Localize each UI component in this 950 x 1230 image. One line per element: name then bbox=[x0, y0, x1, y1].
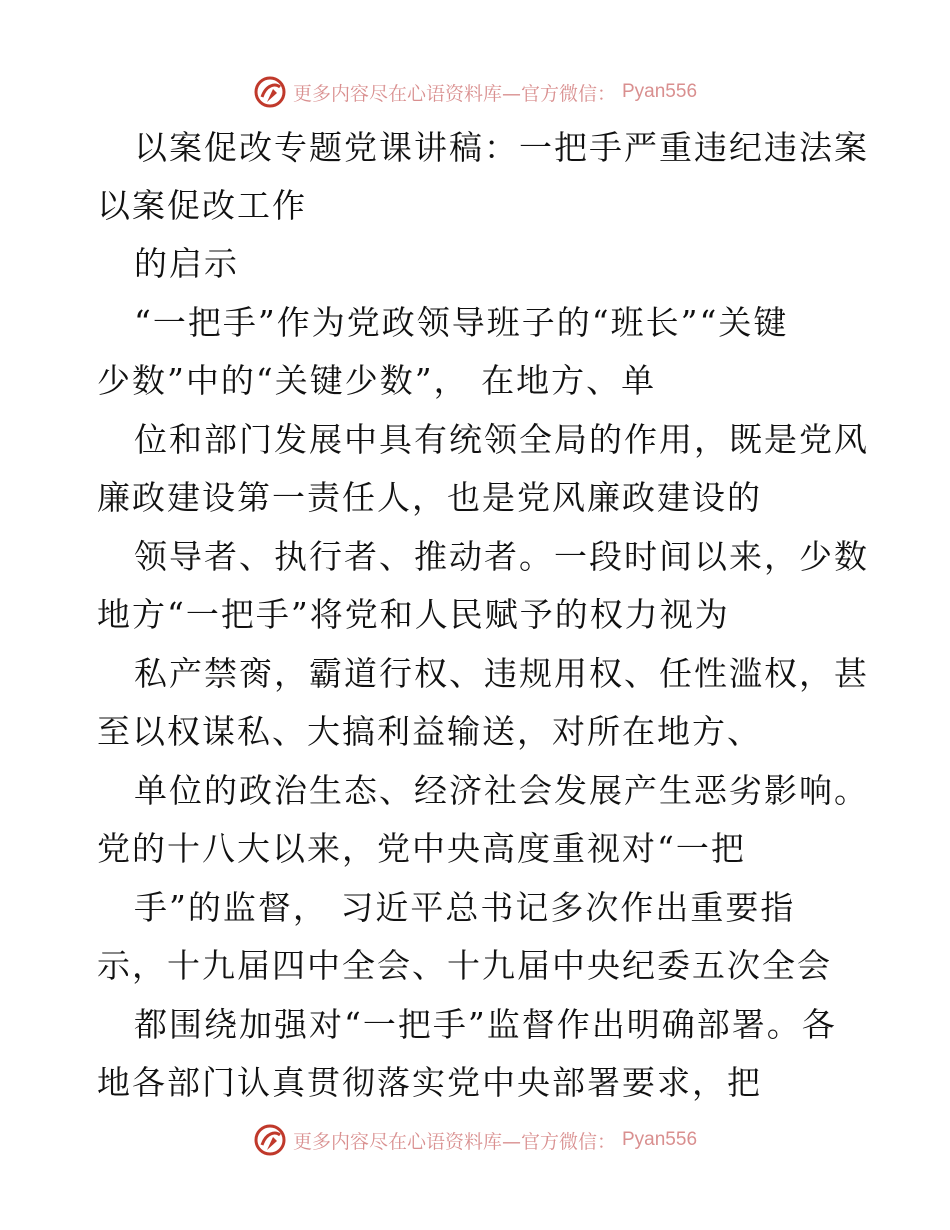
paragraph-line: 领导者、执行者、推动者。一段时间以来，少数 bbox=[134, 537, 869, 576]
paragraph-line: 党的十八大以来，党中央高度重视对“一把 bbox=[97, 829, 746, 868]
watermark-footer bbox=[0, 1120, 950, 1160]
paragraph-line: 廉政建设第一责任人，也是党风廉政建设的 bbox=[97, 478, 762, 517]
paragraph-line: 都围绕加强对“一把手”监督作出明确部署。各 bbox=[134, 1005, 837, 1044]
paragraph-line: 位和部门发展中具有统领全局的作用，既是党风 bbox=[134, 420, 869, 459]
paragraph-line: “一把手”作为党政领导班子的“班长”“关键 bbox=[134, 303, 789, 342]
paragraph-line: 地方“一把手”将党和人民赋予的权力视为 bbox=[97, 595, 730, 634]
paragraph-line: 单位的政治生态、经济社会发展产生恶劣影响。 bbox=[134, 771, 869, 810]
document-title-line-3: 的启示 bbox=[134, 244, 239, 283]
paragraph-line: 示，十九届四中全会、十九届中央纪委五次全会 bbox=[97, 946, 832, 985]
paragraph-line: 手”的监督， 习近平总书记多次作出重要指 bbox=[134, 888, 796, 927]
paragraph-line: 少数”中的“关键少数”， 在地方、单 bbox=[97, 361, 657, 400]
logo-icon bbox=[253, 1123, 287, 1157]
paragraph-line: 至以权谋私、大搞利益输送，对所在地方、 bbox=[97, 712, 762, 751]
watermark-handle: Pyan556 bbox=[622, 1129, 698, 1150]
document-title-line-2: 以案促改工作 bbox=[97, 186, 307, 225]
watermark-text: 更多内容尽在心语资料库—官方微信： bbox=[292, 82, 616, 105]
document-title-line-1: 以案促改专题党课讲稿：一把手严重违纪违法案 bbox=[134, 128, 869, 167]
paragraph-line: 地各部门认真贯彻落实党中央部署要求，把 bbox=[97, 1063, 762, 1102]
paragraph-line: 私产禁脔，霸道行权、违规用权、任性滥权，甚 bbox=[134, 654, 869, 693]
watermark-header bbox=[0, 72, 950, 112]
watermark-handle: Pyan556 bbox=[622, 81, 698, 102]
watermark-text: 更多内容尽在心语资料库—官方微信： bbox=[292, 1130, 616, 1153]
logo-icon bbox=[253, 75, 287, 109]
